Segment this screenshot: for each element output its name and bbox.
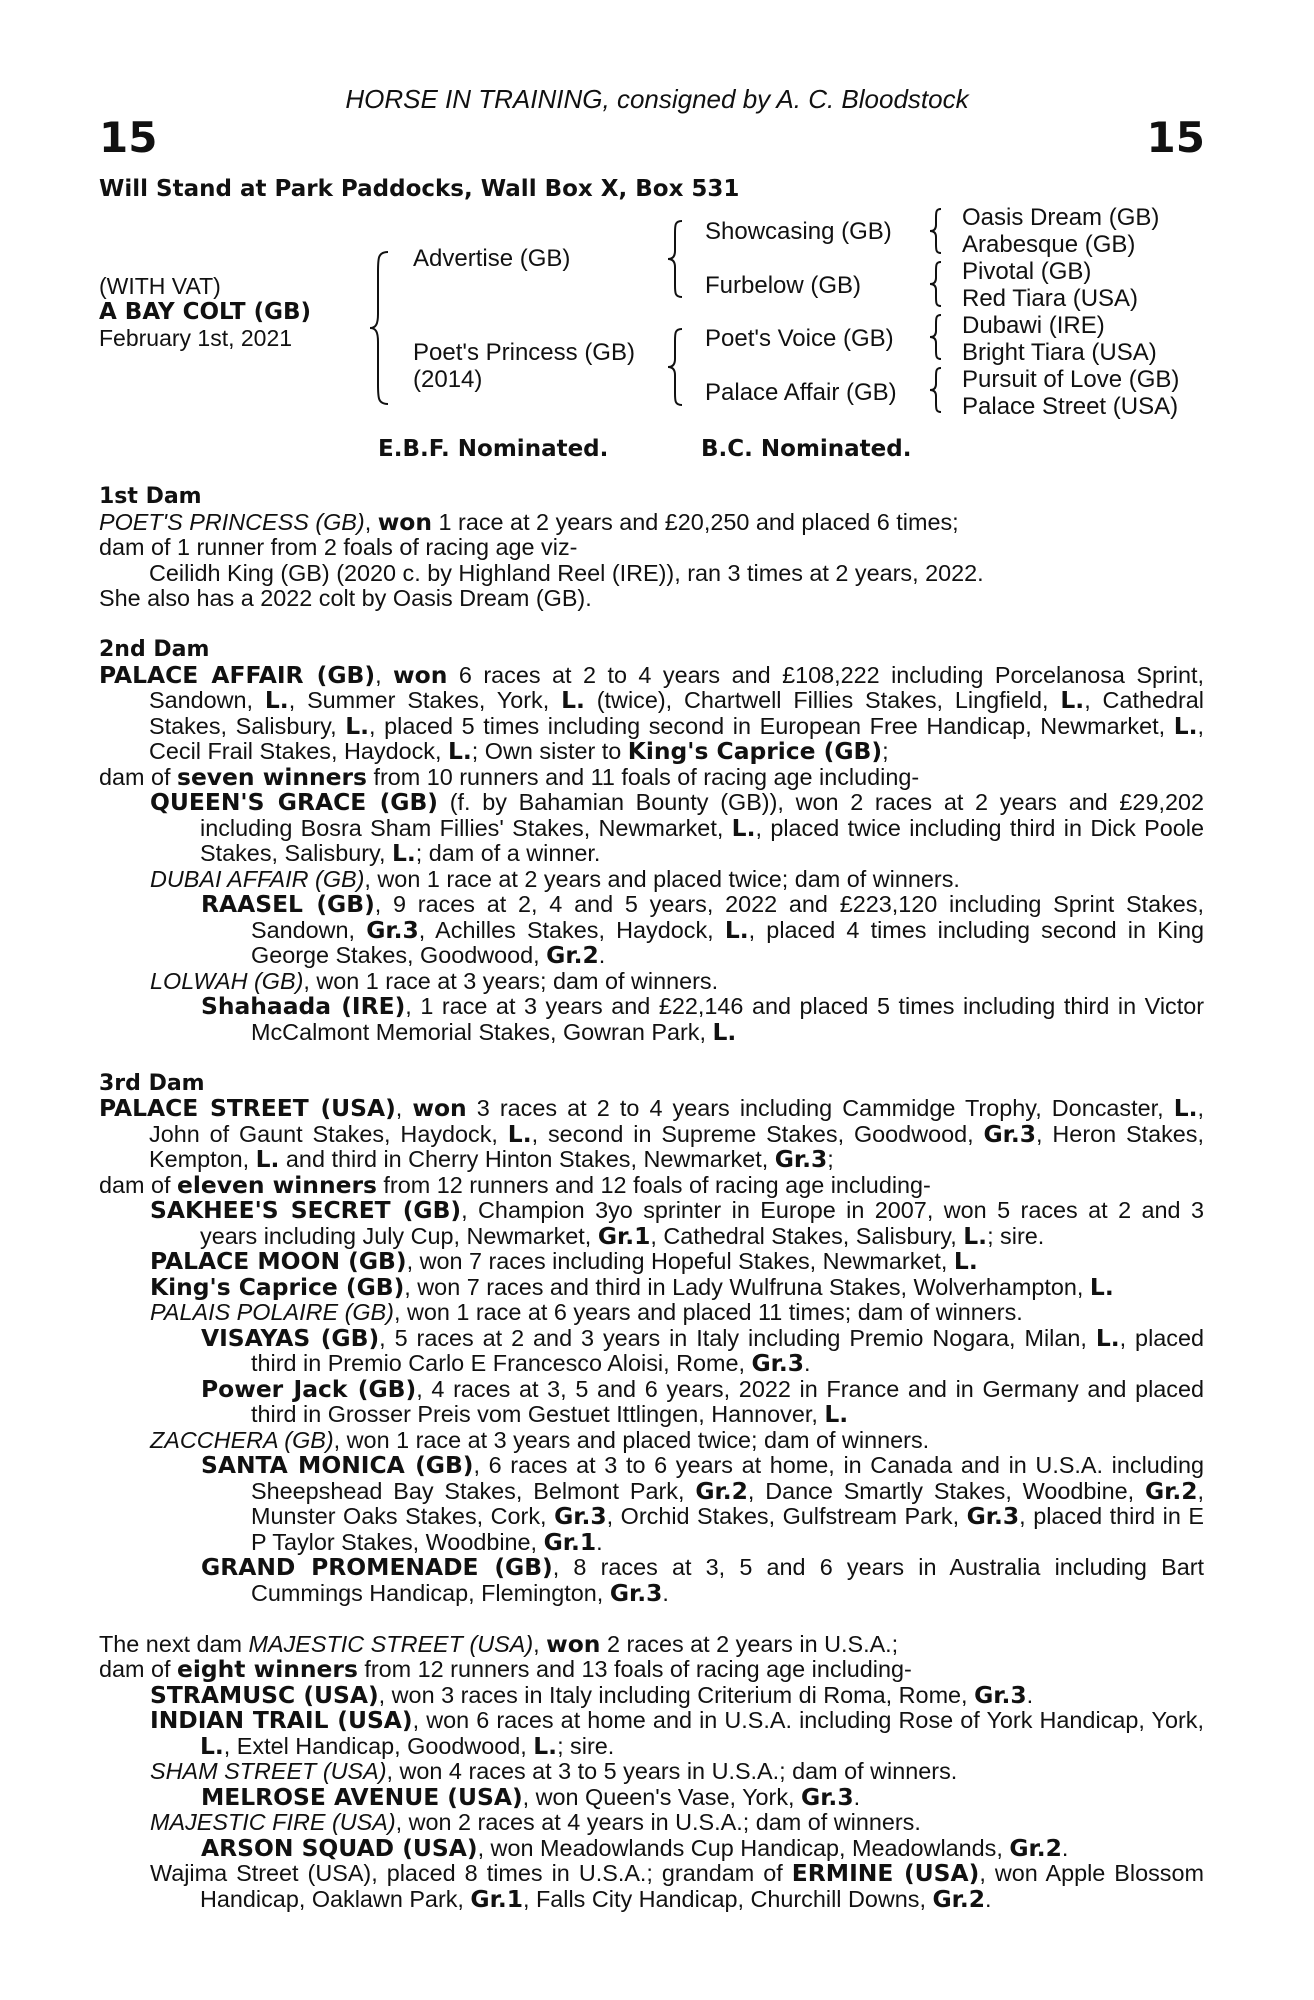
catalogue-body bbox=[99, 484, 1204, 1912]
pedigree-brace-main bbox=[366, 248, 396, 408]
third-dam-heading: 3rd Dam bbox=[99, 1070, 205, 1096]
pedigree-brace-g2 bbox=[926, 259, 946, 309]
stramusc-entry: STRAMUSC (USA), won 3 races in Italy including Criterium di Roma, Rome, Gr.3. bbox=[150, 1680, 1034, 1709]
sakhees-secret-entry: SAKHEE'S SECRET (GB), Champion 3yo sprinter in Europe in 2007, won 5 races at 2 and 3 years including July Cup, Newmarket, Gr.1, Cathedral Stakes, Salisbury, L.; sire. bbox=[150, 1196, 1204, 1250]
queens-grace-entry: QUEEN'S GRACE (GB) (f. by Bahamian Bounty (GB)), won 2 races at 2 years and £29,202 including Bosra Sham Fillies' Stakes, Newmarket, L., placed twice including third in Dick Poole Stakes, Salisbury, L.; dam of a winner. bbox=[150, 788, 1204, 867]
wajima-street-entry: Wajima Street (USA), placed 8 times in U.S.A.; grandam of ERMINE (USA), won Apple Blossom Handicap, Oaklawn Park, Gr.1, Falls City Handicap, Churchill Downs, Gr.2. bbox=[150, 1859, 1204, 1913]
lot-number-right: 15 bbox=[1146, 113, 1205, 162]
lot-number-left: 15 bbox=[99, 113, 158, 162]
pedigree-dam-sire: Poet's Voice (GB) bbox=[705, 325, 894, 352]
dubai-affair-entry: DUBAI AFFAIR (GB), won 1 race at 2 years and placed twice; dam of winners. bbox=[150, 865, 960, 892]
pedigree-g2: Arabesque (GB) bbox=[962, 231, 1136, 258]
pedigree-brace-dam bbox=[664, 326, 688, 408]
second-dam-record: PALACE AFFAIR (GB), won 6 races at 2 to 4 years and £108,222 including Porcelanosa Sprint, Sandown, L., Summer Stakes, York, L. (twice), Chartwell Fillies Stakes, Lingfield, L., Cathedral Stakes, Salisbury, L., placed 5 times including second in European Free Handicap, Newmarket, L., Cecil Frail Stakes, Haydock, L.; Own sister to King's Caprice (GB); bbox=[99, 660, 1204, 765]
kings-caprice-entry: King's Caprice (GB), won 7 races and third in Lady Wulfruna Stakes, Wolverhampton, L. bbox=[150, 1272, 1114, 1301]
pedigree-g1: Oasis Dream (GB) bbox=[962, 204, 1160, 231]
pedigree-dam: Poet's Princess (GB) bbox=[413, 339, 635, 366]
first-dam-colt: She also has a 2022 colt by Oasis Dream (GB). bbox=[99, 585, 592, 611]
visayas-entry: VISAYAS (GB), 5 races at 2 and 3 years in Italy including Premio Nogara, Milan, L., placed third in Premio Carlo E Francesco Aloisi, Rome, Gr.3. bbox=[201, 1323, 1204, 1377]
first-dam-line: POET'S PRINCESS (GB), won 1 race at 2 years and £20,250 and placed 6 times; bbox=[99, 507, 959, 536]
sister-name: King's Caprice (GB) bbox=[627, 737, 883, 765]
won-label: won bbox=[377, 507, 433, 536]
pedigree-g3: Pivotal (GB) bbox=[962, 258, 1092, 285]
palace-moon-entry: PALACE MOON (GB), won 7 races including Hopeful Stakes, Newmarket, L. bbox=[150, 1247, 978, 1275]
bc-nominated: B.C. Nominated. bbox=[701, 436, 912, 462]
next-dam-name: MAJESTIC STREET (USA) bbox=[248, 1630, 534, 1657]
pedigree-g4: Red Tiara (USA) bbox=[962, 285, 1139, 312]
first-dam-record: 1 race at 2 years and £20,250 and placed 6 times; bbox=[432, 508, 959, 535]
ebf-nominated: E.B.F. Nominated. bbox=[378, 436, 609, 462]
palais-polaire-entry: PALAIS POLAIRE (GB), won 1 race at 6 years and placed 11 times; dam of winners. bbox=[150, 1299, 1023, 1325]
pedigree-g8: Palace Street (USA) bbox=[962, 393, 1179, 420]
vat-note: (WITH VAT) bbox=[99, 273, 221, 299]
pedigree-brace-g4 bbox=[926, 365, 946, 415]
zacchera-entry: ZACCHERA (GB), won 1 race at 3 years and placed twice; dam of winners. bbox=[150, 1426, 930, 1453]
grand-promenade-entry: GRAND PROMENADE (GB), 8 races at 3, 5 and 6 years in Australia including Bart Cummings Handicap, Flemington, Gr.3. bbox=[201, 1553, 1204, 1607]
pedigree-brace-g1 bbox=[926, 206, 946, 256]
pedigree-dam-year: (2014) bbox=[413, 366, 483, 393]
majestic-fire-entry: MAJESTIC FIRE (USA), won 2 races at 4 years in U.S.A.; dam of winners. bbox=[150, 1809, 921, 1835]
indian-trail-entry: INDIAN TRAIL (USA), won 6 races at home and in U.S.A. including Rose of York Handicap, York, L., Extel Handicap, Goodwood, L.; sire. bbox=[150, 1706, 1204, 1760]
horse-name: A BAY COLT (GB) bbox=[99, 299, 312, 325]
pedigree-g5: Dubawi (IRE) bbox=[962, 312, 1105, 339]
consignor-line: HORSE IN TRAINING, consigned by A. C. Bloodstock bbox=[345, 84, 969, 114]
santa-monica-entry: SANTA MONICA (GB), 6 races at 3 to 6 years at home, in Canada and in U.S.A. including Sheepshead Bay Stakes, Belmont Park, Gr.2, Dance Smartly Stakes, Woodbine, Gr.2, Munster Oaks Stakes, Cork, Gr.3, Orchid Stakes, Gulfstream Park, Gr.3, placed third in E P Taylor Stakes, Woodbine, Gr.1. bbox=[201, 1451, 1204, 1556]
third-dam-record: PALACE STREET (USA), won 3 races at 2 to 4 years including Cammidge Trophy, Doncaster, L., John of Gaunt Stakes, Haydock, L., second in Supreme Stakes, Goodwood, Gr.3, Heron Stakes, Kempton, L. and third in Cherry Hinton Stakes, Newmarket, Gr.3; bbox=[99, 1094, 1204, 1173]
second-dam-produce: dam of seven winners from 10 runners and 11 foals of racing age including- bbox=[99, 762, 920, 791]
raasel-entry: RAASEL (GB), 9 races at 2, 4 and 5 years, 2022 and £223,120 including Sprint Stakes, Sandown, Gr.3, Achilles Stakes, Haydock, L., placed 4 times including second in King George Stakes, Goodwood, Gr.2. bbox=[201, 890, 1204, 969]
pedigree-brace-sire bbox=[664, 218, 688, 300]
pedigree-dam-dam: Palace Affair (GB) bbox=[705, 379, 897, 406]
power-jack-entry: Power Jack (GB), 4 races at 3, 5 and 6 years, 2022 in France and in Germany and placed third in Grosser Preis vom Gestuet Ittlingen, Hannover, L. bbox=[201, 1374, 1204, 1428]
third-dam-name: PALACE STREET (USA) bbox=[99, 1094, 396, 1122]
pedigree-sire: Advertise (GB) bbox=[413, 245, 571, 272]
first-dam-name: POET'S PRINCESS (GB) bbox=[99, 508, 365, 535]
second-dam-heading: 2nd Dam bbox=[99, 637, 210, 662]
first-dam-heading: 1st Dam bbox=[99, 484, 202, 509]
next-dam-produce: dam of eight winners from 12 runners and 13 foals of racing age including- bbox=[99, 1655, 912, 1683]
sham-street-entry: SHAM STREET (USA), won 4 races at 3 to 5 years in U.S.A.; dam of winners. bbox=[150, 1758, 958, 1784]
pedigree-sire-dam: Furbelow (GB) bbox=[705, 272, 862, 299]
next-dam-record: The next dam MAJESTIC STREET (USA), won 2 races at 2 years in U.S.A.; bbox=[99, 1629, 899, 1658]
pedigree-g7: Pursuit of Love (GB) bbox=[962, 366, 1180, 393]
pedigree-brace-g3 bbox=[926, 312, 946, 362]
pedigree-g6: Bright Tiara (USA) bbox=[962, 339, 1157, 366]
first-dam-runner: Ceilidh King (GB) (2020 c. by Highland Reel (IRE)), ran 3 times at 2 years, 2022. bbox=[149, 559, 984, 586]
third-dam-produce: dam of eleven winners from 12 runners and 12 foals of racing age including- bbox=[99, 1170, 931, 1199]
pedigree-sire-sire: Showcasing (GB) bbox=[705, 218, 892, 245]
lolwah-entry: LOLWAH (GB), won 1 race at 3 years; dam of winners. bbox=[150, 967, 719, 994]
second-dam-name: PALACE AFFAIR (GB) bbox=[99, 660, 376, 689]
won-label: won bbox=[393, 660, 448, 689]
location-line: Will Stand at Park Paddocks, Wall Box X, Box 531 bbox=[99, 176, 740, 202]
foaling-date: February 1st, 2021 bbox=[99, 325, 293, 351]
first-dam-produce: dam of 1 runner from 2 foals of racing age viz- bbox=[99, 534, 578, 560]
arson-squad-entry: ARSON SQUAD (USA), won Meadowlands Cup Handicap, Meadowlands, Gr.2. bbox=[201, 1833, 1069, 1862]
shahaada-entry: Shahaada (IRE), 1 race at 3 years and £22,146 and placed 5 times including third in Victor McCalmont Memorial Stakes, Gowran Park, L. bbox=[201, 992, 1205, 1046]
melrose-avenue-entry: MELROSE AVENUE (USA), won Queen's Vase, York, Gr.3. bbox=[201, 1782, 861, 1811]
